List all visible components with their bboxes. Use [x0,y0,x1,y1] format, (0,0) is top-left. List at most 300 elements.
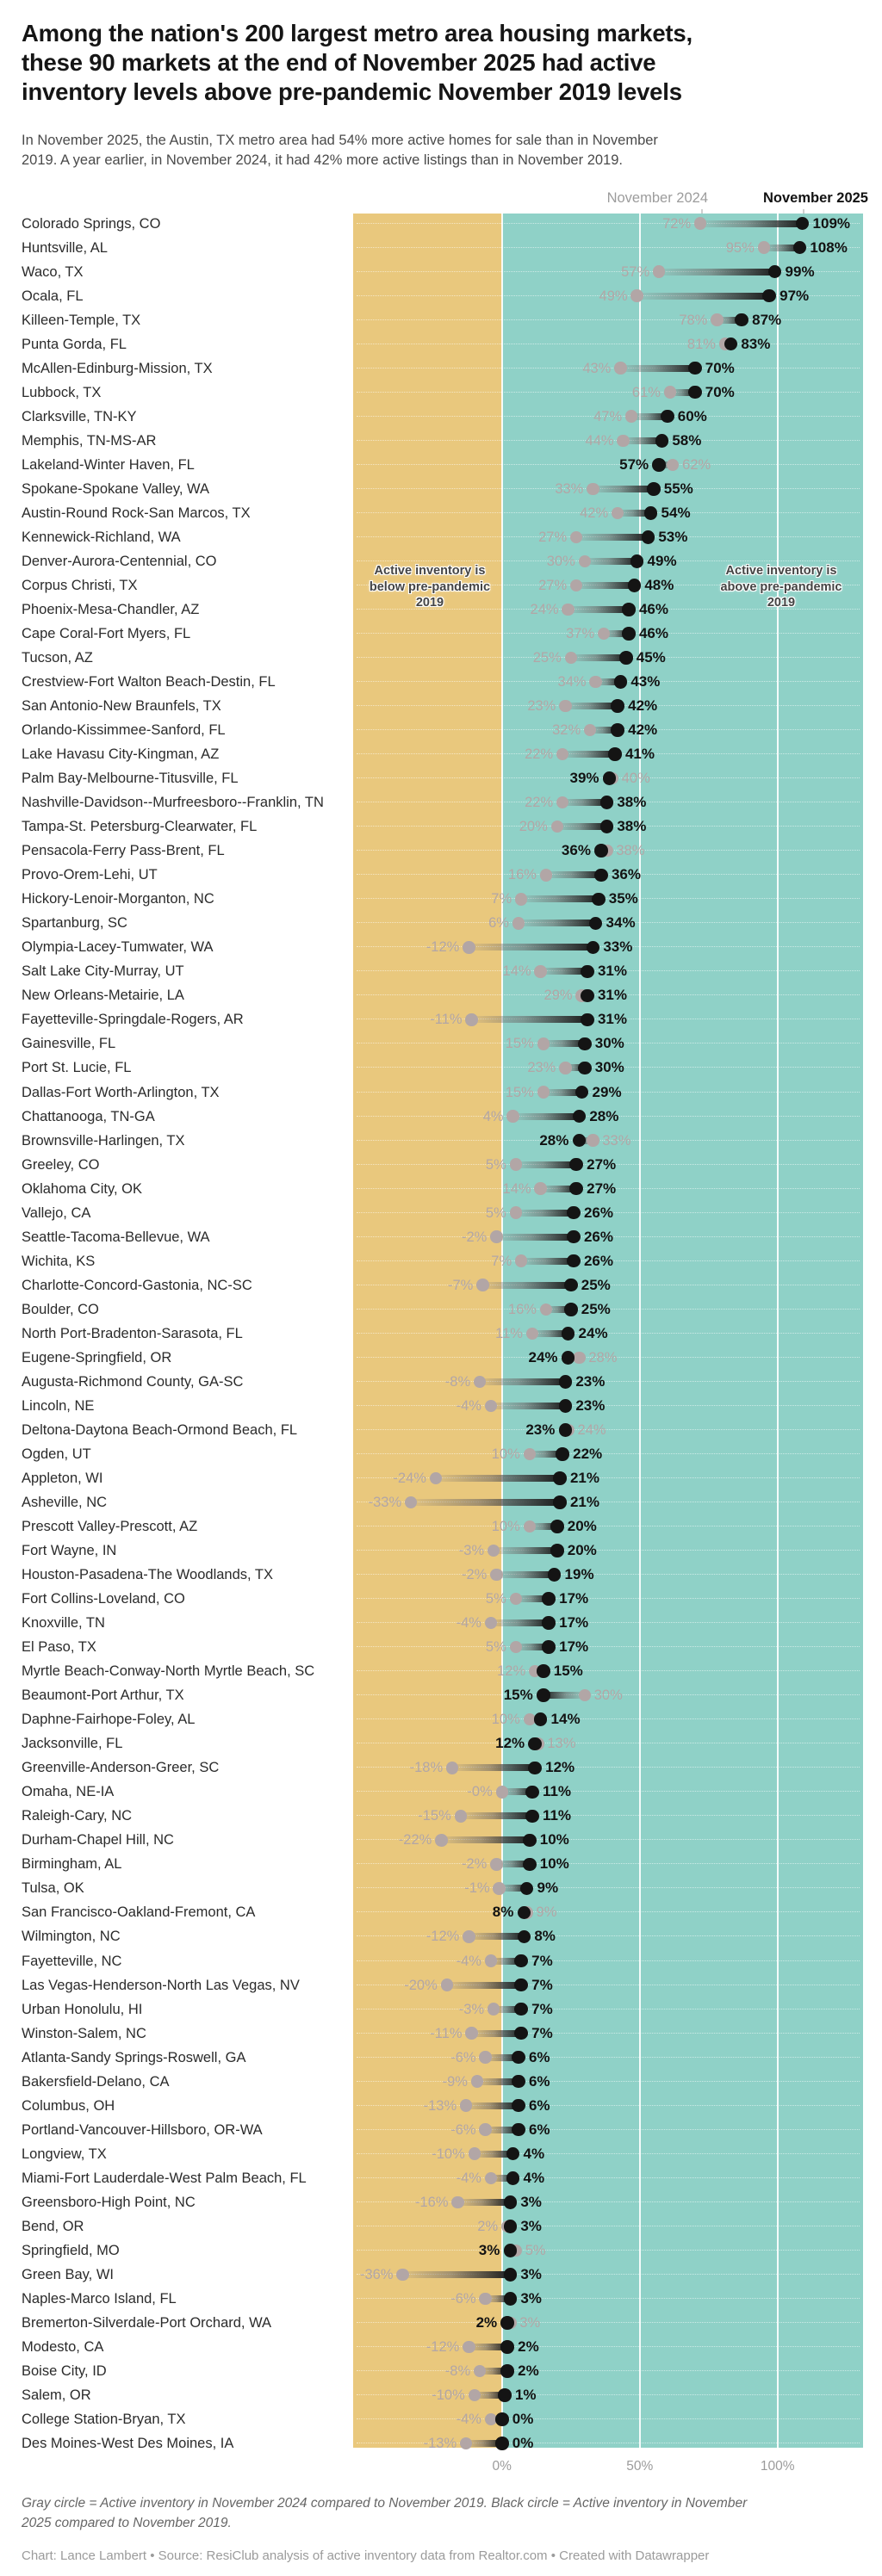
nov-2025-value: 0% [512,2435,534,2452]
nov-2024-dot [711,313,724,326]
nov-2024-dot [537,1037,550,1050]
nov-2024-value: 5% [485,1156,506,1173]
row-label: Greenville-Anderson-Greer, SC [22,1760,220,1776]
chart-notes [22,2493,747,2533]
nov-2024-dot [463,1930,475,1943]
nov-2024-value: 37% [566,625,595,641]
annotation-below-line-1: Active inventory is [374,564,486,578]
nov-2024-value: 23% [527,1060,556,1076]
nov-2025-dot [581,965,594,979]
row-leader-line [357,2081,860,2082]
nov-2024-value: -1% [464,1880,490,1897]
change-connector [516,1161,576,1168]
nov-2024-dot [559,700,572,713]
change-connector [562,751,615,758]
nov-2024-dot [510,1158,523,1171]
nov-2024-value: -10% [432,2146,465,2162]
nov-2024-value: 40% [621,771,650,787]
nov-2025-dot [661,410,674,424]
row-leader-line [357,1911,860,1912]
nov-2024-value: 22% [525,795,554,811]
nov-2024-dot [537,1086,550,1099]
nov-2025-value: 2% [475,2313,498,2331]
nov-2025-value: 8% [492,1904,514,1921]
nov-2025-value: 20% [567,1542,597,1559]
change-connector [491,1619,549,1626]
title-line-2: these 90 markets at the end of November 2025 had active [22,49,656,76]
nov-2024-dot [479,2051,492,2064]
nov-2024-value: -11% [430,1012,463,1028]
nov-2024-value: 33% [602,1132,631,1149]
nov-2025-value: 34% [606,914,636,932]
change-connector [482,1282,570,1289]
row-label: Wilmington, NC [22,1929,121,1945]
change-connector [571,654,626,661]
nov-2024-value: 32% [552,722,581,739]
nov-2024-dot [589,676,602,689]
nov-2024-value: 95% [725,239,755,256]
nov-2024-dot [614,362,627,375]
nov-2024-value: -4% [456,1397,481,1414]
nov-2025-dot [525,1786,539,1799]
change-connector [496,1234,574,1241]
nov-2025-dot [500,2316,514,2330]
change-connector [516,1210,574,1217]
row-label: Punta Gorda, FL [22,336,127,352]
nov-2025-dot [600,796,614,809]
nov-2025-dot [514,2003,528,2016]
nov-2024-value: 10% [491,1712,520,1728]
axis-tick-label: 100% [760,2459,795,2474]
nov-2025-value: 26% [583,1204,613,1221]
nov-2024-dot [584,724,597,737]
nov-2024-dot [474,2365,487,2378]
row-label: Appleton, WI [22,1470,103,1486]
nov-2024-dot [540,1303,553,1316]
nov-2024-value: -2% [462,1229,488,1245]
nov-2024-dot [617,435,630,448]
change-connector [519,920,596,926]
nov-2024-value: -18% [409,1760,444,1776]
change-connector [521,895,599,902]
nov-2024-value: 4% [482,1108,504,1124]
row-label: Lakeland-Winter Haven, FL [22,456,195,473]
nov-2024-dot [758,241,771,254]
nov-2025-dot [537,1688,550,1702]
annotation-below-line-2: below pre-pandemic [369,579,491,594]
change-connector [469,944,593,951]
row-label: Corpus Christi, TX [22,577,138,593]
nov-2024-value: 28% [588,1349,618,1365]
nov-2025-dot [578,1037,592,1051]
nov-2025-value: 17% [559,1638,589,1656]
nov-2025-dot [688,362,702,375]
nov-2025-value: 31% [597,1011,627,1028]
row-label: Lubbock, TX [22,384,102,400]
nov-2025-dot [622,627,636,641]
nov-2025-dot [523,1834,537,1848]
nov-2024-dot [463,941,475,954]
notes-line-2: 2025 compared to November 2019. [22,2516,232,2530]
nov-2025-value: 11% [542,1807,572,1824]
nov-2025-dot [562,1327,575,1341]
row-label: Las Vegas-Henderson-North Las Vegas, NV [22,1977,300,1993]
nov-2025-dot [594,844,608,858]
nov-2024-dot [524,1448,537,1461]
nov-2025-value: 15% [503,1687,533,1704]
nov-2025-value: 36% [611,866,641,883]
nov-2024-value: 30% [546,553,575,569]
change-connector [458,2199,511,2206]
nov-2024-dot [396,2269,409,2282]
row-label: Phoenix-Mesa-Chandler, AZ [22,601,200,617]
nov-2024-value: 15% [505,1036,534,1052]
row-label: San Antonio-New Braunfels, TX [22,698,221,715]
nov-2024-dot [485,1954,498,1967]
nov-2025-dot [793,241,807,255]
row-leader-line [357,464,860,465]
nov-2024-value: 13% [547,1736,576,1752]
nov-2025-dot [589,917,603,931]
row-leader-line [357,1429,860,1430]
nov-2025-dot [548,1568,562,1582]
nov-2024-dot [430,1472,443,1485]
nov-2025-dot [567,1206,581,1220]
row-label: Daphne-Fairhope-Foley, AL [22,1712,196,1728]
nov-2024-dot [565,652,578,665]
nov-2024-value: 38% [616,843,645,859]
row-leader-line [357,1622,860,1623]
annotation-above-line-2: above pre-pandemic [720,579,842,594]
nov-2024-value: 7% [491,891,512,907]
row-leader-line [357,1887,860,1888]
nov-2025-dot [495,2437,509,2450]
row-label: Boise City, ID [22,2362,107,2379]
nov-2025-value: 4% [523,2145,545,2162]
nov-2024-value: -13% [423,2097,457,2114]
row-label: Prescott Valley-Prescott, AZ [22,1519,198,1534]
nov-2025-value: 108% [810,238,848,256]
nov-2025-value: 60% [677,407,707,424]
nov-2025-dot [518,1930,531,1944]
nov-2025-value: 38% [617,818,647,835]
nov-2024-dot [512,917,525,930]
nov-2025-dot [603,771,617,785]
nov-2025-dot [523,1858,537,1872]
row-label: College Station-Bryan, TX [22,2412,186,2428]
nov-2025-dot [724,337,738,351]
nov-2025-dot [562,1351,575,1365]
nov-2025-value: 48% [644,576,674,593]
nov-2024-dot [515,1254,528,1267]
row-leader-line [357,319,860,320]
nov-2025-value: 43% [630,673,661,690]
nov-2025-dot [506,2171,520,2185]
nov-2024-dot [612,507,624,520]
nov-2024-value: 2% [477,2218,499,2234]
change-connector [403,2271,511,2278]
nov-2024-value: 14% [502,963,531,980]
row-leader-line [357,271,860,272]
nov-2024-value: 24% [577,1421,606,1438]
row-leader-line [357,1574,860,1575]
nov-2025-value: 49% [647,552,677,569]
nov-2025-value: 10% [539,1855,569,1873]
nov-2025-dot [556,1447,569,1461]
nov-2024-value: -4% [456,1615,481,1632]
row-label: Tulsa, OK [22,1880,84,1897]
nov-2025-value: 7% [531,1976,553,1993]
nov-2024-value: 22% [525,746,554,763]
change-connector [637,293,770,300]
notes-line-1: Gray circle = Active inventory in November 2024 compared to November 2019. Black circle = Active inventory in November [22,2496,748,2511]
nov-2025-value: 3% [520,2217,542,2234]
nov-2024-value: 7% [491,1253,512,1269]
nov-2025-dot [642,530,655,544]
nov-2025-dot [614,675,628,689]
nov-2024-dot [524,1520,537,1533]
nov-2025-value: 57% [619,455,649,473]
nov-2025-value: 55% [663,480,693,497]
nov-2025-value: 46% [638,624,668,641]
nov-2024-value: -24% [393,1470,426,1486]
nov-2024-dot [625,410,638,423]
row-label: Bremerton-Silverdale-Port Orchard, WA [22,2314,272,2331]
nov-2024-dot [570,579,583,592]
nov-2025-value: 26% [583,1252,613,1269]
change-connector [496,1571,554,1578]
credit-line: Chart: Lance Lambert • Source: ResiClub analysis of active inventory data from Realtor.com • Created with Datawrapper [22,2548,710,2563]
nov-2024-value: -6% [450,2049,476,2065]
nov-2024-value: -15% [418,1808,451,1824]
nov-2025-value: 20% [567,1518,597,1534]
nov-2025-value: 22% [573,1445,603,1462]
change-connector [447,1982,521,1989]
nov-2025-value: 70% [705,359,735,376]
nov-2025-value: 54% [661,504,691,521]
subtitle-line-2: 2019. A year earlier, in November 2024, it had 42% more active listings than in November 2019. [22,152,623,168]
nov-2024-dot [485,2172,498,2185]
row-label: Durham-Chapel Hill, NC [22,1832,174,1848]
nov-2025-value: 45% [636,649,666,666]
nov-2025-dot [768,265,782,279]
change-connector [585,558,637,565]
nov-2025-value: 27% [587,1180,617,1197]
nov-2025-dot [495,2412,509,2426]
row-label: Cape Coral-Fort Myers, FL [22,625,191,641]
row-label: Huntsville, AL [22,239,108,256]
nov-2024-dot [506,1110,519,1123]
nov-2025-dot [504,2220,518,2233]
row-label: Winston-Salem, NC [22,2025,146,2041]
row-label: Memphis, TN-MS-AR [22,432,157,449]
nov-2025-dot [514,1954,528,1968]
change-connector [491,1403,565,1409]
nov-2024-value: 47% [593,408,623,424]
nov-2024-dot [570,531,583,544]
nov-2024-value: 27% [538,529,568,545]
nov-2024-value: 10% [491,1519,520,1534]
row-leader-line [357,2129,860,2130]
nov-2025-dot [528,1762,542,1775]
nov-2025-dot [611,699,624,713]
change-connector [521,1258,574,1265]
nov-2024-value: 14% [502,1180,531,1197]
nov-2024-dot [471,2075,484,2088]
row-label: Salt Lake City-Murray, UT [22,963,184,980]
nov-2025-dot [796,217,810,231]
nov-2024-dot [598,628,611,641]
nov-2024-dot [534,965,547,978]
nov-2025-dot [619,651,633,665]
nov-2025-dot [537,1664,550,1678]
row-label: Naples-Marco Island, FL [22,2290,177,2307]
nov-2024-value: 5% [485,1591,506,1607]
row-label: Palm Bay-Melbourne-Titusville, FL [22,771,239,787]
row-label: Jacksonville, FL [22,1736,123,1752]
nov-2025-value: 33% [603,938,633,956]
nov-2024-dot [460,2099,473,2112]
row-label: Charlotte-Concord-Gastonia, NC-SC [22,1277,252,1293]
nov-2024-dot [485,1617,498,1630]
nov-2024-dot [526,1328,539,1341]
nov-2025-dot [504,2244,518,2257]
nov-2024-dot [451,2196,464,2209]
row-leader-line [357,1381,860,1382]
change-connector [546,871,601,878]
change-connector [593,486,653,492]
nov-2024-value: 27% [538,577,568,593]
nov-2025-dot [564,1303,578,1316]
nov-2025-dot [573,1110,587,1124]
row-label: Green Bay, WI [22,2266,114,2282]
nov-2024-value: 62% [682,456,711,473]
nov-2024-value: -7% [448,1277,474,1293]
row-label: Boulder, CO [22,1301,99,1317]
nov-2025-value: 17% [559,1590,589,1607]
row-leader-line [357,1453,860,1454]
row-label: Tampa-St. Petersburg-Clearwater, FL [22,819,258,835]
nov-2025-value: 38% [617,794,647,811]
nov-2024-dot [556,748,569,761]
nov-2025-value: 36% [561,842,591,859]
nov-2024-value: -9% [442,2073,468,2090]
nov-2025-value: 7% [531,2024,553,2041]
nov-2024-dot [446,1762,459,1774]
row-leader-line [357,1670,860,1671]
nov-2025-dot [512,2099,525,2113]
change-connector [411,1499,560,1506]
nov-2025-value: 10% [539,1831,569,1848]
nov-2025-value: 42% [628,697,658,715]
nov-2025-dot [567,1254,581,1268]
nov-2024-value: -8% [444,2362,471,2379]
nov-2025-dot [578,1062,592,1075]
nov-2024-value: -12% [425,939,460,956]
row-label: Vallejo, CA [22,1204,91,1221]
nov-2024-value: -22% [398,1832,432,1848]
nov-2025-dot [512,2051,525,2065]
row-label: Houston-Pasadena-The Woodlands, TX [22,1567,273,1583]
nov-2025-dot [628,579,642,592]
nov-2025-value: 7% [531,1952,553,1969]
nov-2024-value: 12% [497,1663,526,1680]
nov-2024-value: -10% [432,2387,465,2404]
row-label: Hickory-Lenoir-Morganton, NC [22,891,214,907]
nov-2024-value: 78% [679,312,708,328]
row-label: Myrtle Beach-Conway-North Myrtle Beach, SC [22,1663,315,1680]
nov-2025-value: 25% [581,1276,611,1293]
nov-2025-value: 4% [523,2169,545,2186]
nov-2025-value: 35% [608,890,638,907]
nov-2025-value: 24% [578,1324,608,1341]
row-label: Bakersfield-Delano, CA [22,2073,170,2090]
nov-2025-dot [498,2388,512,2402]
nov-2024-value: -6% [450,2121,476,2138]
nov-2024-value: -12% [425,2338,460,2355]
nov-2024-value: -20% [404,1977,438,1993]
row-label: El Paso, TX [22,1639,96,1656]
annotation-above-line-1: Active inventory is [725,564,837,578]
nov-2025-value: 28% [539,1131,569,1149]
row-label: Springfield, MO [22,2242,120,2258]
nov-2025-dot [569,1158,583,1172]
nov-2024-value: -8% [444,1373,471,1390]
nov-2024-dot [510,1641,523,1654]
row-label: Fayetteville, NC [22,1953,122,1969]
nov-2025-dot [559,1399,573,1413]
nov-2025-dot [630,554,644,568]
row-leader-line [357,1550,860,1551]
nov-2024-dot [465,1013,478,1026]
nov-2025-dot [608,747,622,761]
nov-2025-value: 8% [534,1928,556,1945]
row-label: Urban Honolulu, HI [22,2001,143,2017]
nov-2025-value: 30% [594,1035,624,1052]
row-label: Provo-Orem-Lehi, UT [22,867,158,883]
nov-2024-value: 20% [519,819,548,835]
row-label: Des Moines-West Des Moines, IA [22,2436,234,2452]
nov-2024-value: 25% [532,650,562,666]
row-label: North Port-Bradenton-Sarasota, FL [22,1325,243,1341]
nov-2024-dot [463,2341,475,2354]
nov-2025-dot [504,2268,518,2282]
row-label: Spartanburg, SC [22,915,127,932]
nov-2025-value: 31% [597,987,627,1004]
nov-2024-dot [573,1352,586,1365]
change-connector [557,823,607,830]
nov-2025-value: 87% [752,311,782,328]
row-leader-line [357,2250,860,2251]
nov-2024-dot [476,1279,489,1291]
nov-2025-value: 19% [564,1566,594,1583]
row-label: Deltona-Daytona Beach-Ormond Beach, FL [22,1421,298,1438]
nov-2025-dot [652,458,666,472]
change-connector [436,1475,560,1482]
nov-2024-value: 5% [485,1639,506,1656]
nov-2024-dot [490,1230,503,1243]
nov-2024-value: -12% [425,1929,460,1945]
row-label: Birmingham, AL [22,1856,122,1873]
nov-2024-dot [587,483,599,496]
nov-2025-value: 53% [658,528,688,545]
nov-2025-dot [514,2027,528,2040]
nov-2024-value: 15% [505,1084,534,1100]
nov-2024-value: -6% [450,2290,476,2307]
row-label: Greeley, CO [22,1156,100,1173]
nov-2025-value: 6% [528,2121,550,2138]
nov-2024-dot [664,386,677,399]
